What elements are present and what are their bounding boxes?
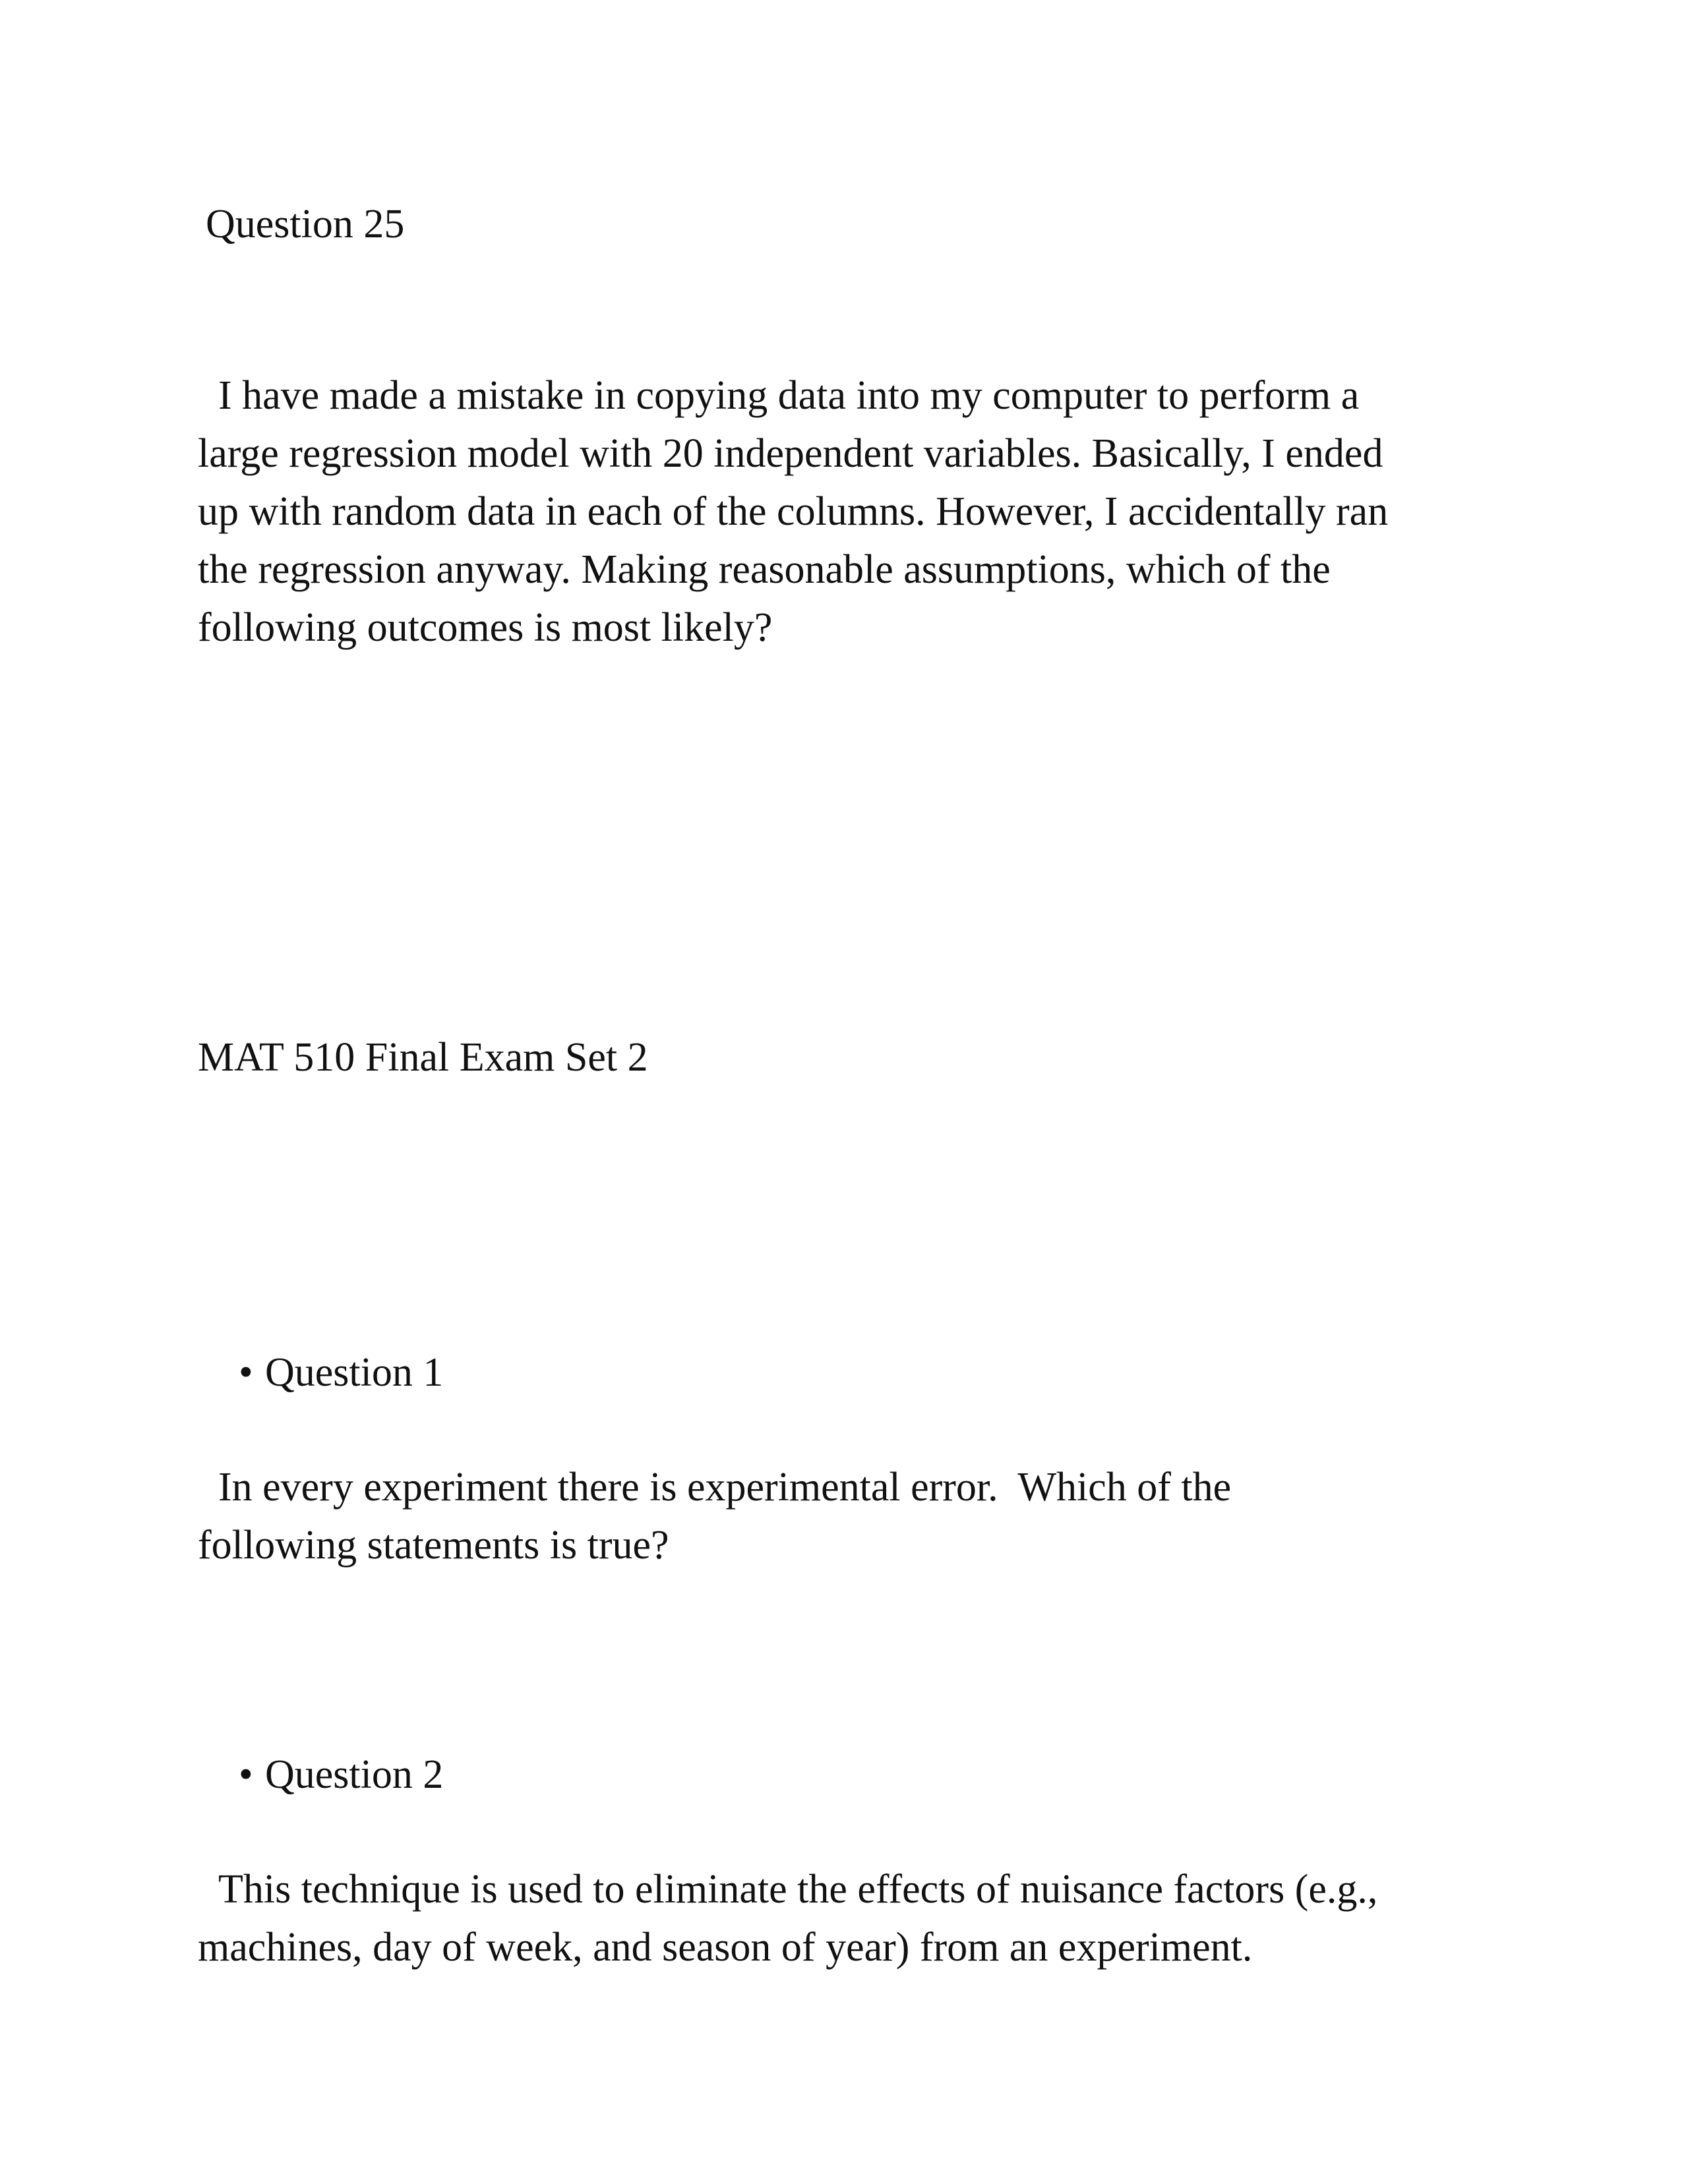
bullet-icon: • <box>239 1752 253 1797</box>
question-2-heading <box>198 1688 1503 1862</box>
exam-title: MAT 510 Final Exam Set 2 <box>198 1035 648 1080</box>
question-1-label: Question 1 <box>265 1350 444 1395</box>
question-25-heading: Question 25 <box>206 202 405 247</box>
bullet-icon: • <box>239 1350 253 1395</box>
question-25-text: I have made a mistake in copying data into my computer to perform a large regression model with 20 independent variables. Basically, I ended up with random data in each of the columns. However, I accidentally ran the regression anyway. Making reasonable assumptions, which of the following outcomes is most likely? <box>198 373 1389 650</box>
question-1-heading <box>198 1285 1503 1460</box>
question-2-text: This technique is used to eliminate the effects of nuisance factors (e.g., machines, day of week, and season of year) from an experiment. <box>198 1867 1378 1970</box>
question-2-label: Question 2 <box>265 1752 444 1797</box>
question-1-text: In every experiment there is experimental error. Which of the following statements is true? <box>198 1465 1232 1568</box>
